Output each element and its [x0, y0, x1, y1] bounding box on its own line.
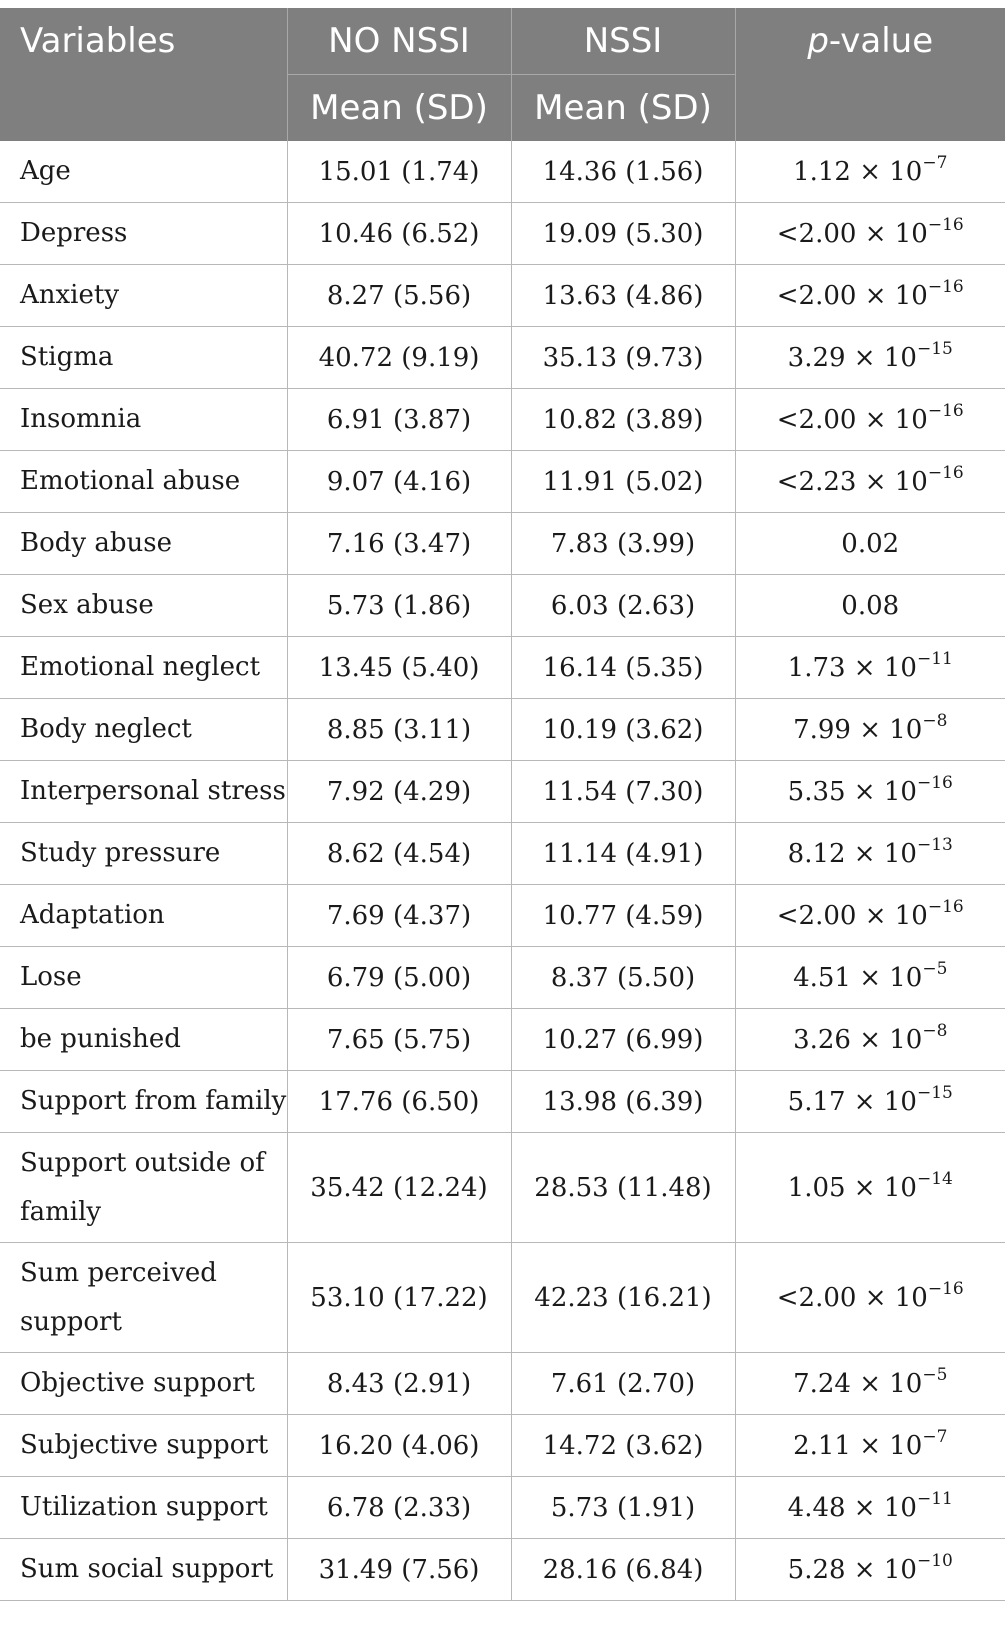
cell-p-value	[735, 1539, 1005, 1601]
cell-no-nssi: 8.27 (5.56)	[287, 265, 511, 327]
p-value-exponent: −11	[916, 1488, 953, 1509]
p-value-text	[787, 338, 953, 373]
cell-no-nssi: 53.10 (17.22)	[287, 1243, 511, 1353]
header-blank-left	[0, 75, 287, 142]
p-value-exponent: −15	[916, 1082, 953, 1103]
table-row	[0, 885, 1005, 947]
cell-nssi: 10.19 (3.62)	[511, 699, 735, 761]
cell-variable: Subjective support	[0, 1415, 287, 1477]
table-row	[0, 823, 1005, 885]
p-value-text	[793, 1364, 948, 1399]
cell-nssi: 11.91 (5.02)	[511, 451, 735, 513]
cell-variable: Anxiety	[0, 265, 287, 327]
cell-nssi: 14.72 (3.62)	[511, 1415, 735, 1477]
p-value-base: <2.00 × 10	[776, 404, 928, 435]
table-row	[0, 699, 1005, 761]
cell-no-nssi: 8.43 (2.91)	[287, 1353, 511, 1415]
cell-no-nssi: 40.72 (9.19)	[287, 327, 511, 389]
p-value-base: <2.00 × 10	[776, 1282, 928, 1313]
cell-no-nssi: 6.78 (2.33)	[287, 1477, 511, 1539]
p-value-text	[776, 400, 964, 435]
table-row	[0, 1353, 1005, 1415]
cell-nssi: 13.63 (4.86)	[511, 265, 735, 327]
table-row	[0, 575, 1005, 637]
cell-nssi: 16.14 (5.35)	[511, 637, 735, 699]
cell-p-value	[735, 513, 1005, 575]
table-row	[0, 203, 1005, 265]
cell-no-nssi: 9.07 (4.16)	[287, 451, 511, 513]
cell-p-value	[735, 265, 1005, 327]
p-value-exponent: −16	[927, 1278, 964, 1299]
cell-p-value	[735, 947, 1005, 1009]
cell-variable: Interpersonal stress	[0, 761, 287, 823]
cell-nssi: 14.36 (1.56)	[511, 141, 735, 203]
cell-nssi: 42.23 (16.21)	[511, 1243, 735, 1353]
p-value-base: 7.24 × 10	[793, 1368, 923, 1399]
p-value-exponent: −7	[922, 152, 948, 173]
table-row	[0, 141, 1005, 203]
cell-no-nssi: 6.91 (3.87)	[287, 389, 511, 451]
p-value-exponent: −8	[922, 1020, 948, 1041]
cell-p-value	[735, 1415, 1005, 1477]
p-value-exponent: −7	[922, 1426, 948, 1447]
cell-p-value	[735, 885, 1005, 947]
cell-p-value	[735, 1071, 1005, 1133]
p-value-text	[787, 1550, 953, 1585]
table-row	[0, 637, 1005, 699]
table-row	[0, 1009, 1005, 1071]
cell-p-value	[735, 575, 1005, 637]
cell-variable: Body abuse	[0, 513, 287, 575]
cell-p-value	[735, 1133, 1005, 1243]
cell-variable: Depress	[0, 203, 287, 265]
cell-variable: Emotional abuse	[0, 451, 287, 513]
p-value-text	[787, 834, 953, 869]
p-value-text	[787, 648, 953, 683]
cell-no-nssi: 5.73 (1.86)	[287, 575, 511, 637]
p-value-text	[841, 529, 899, 559]
p-value-text	[793, 710, 948, 745]
p-value-base: 5.35 × 10	[787, 776, 917, 807]
header-p-letter: p	[807, 21, 829, 62]
cell-p-value	[735, 1477, 1005, 1539]
cell-p-value	[735, 761, 1005, 823]
cell-variable: Sex abuse	[0, 575, 287, 637]
header-mean-sd-no-nssi: Mean (SD)	[287, 75, 511, 142]
header-row-1	[0, 8, 1005, 75]
p-value-exponent: −16	[927, 400, 964, 421]
cell-nssi: 5.73 (1.91)	[511, 1477, 735, 1539]
p-value-text	[776, 462, 964, 497]
cell-no-nssi: 7.69 (4.37)	[287, 885, 511, 947]
p-value-text	[793, 1426, 948, 1461]
p-value-exponent: −16	[927, 896, 964, 917]
cell-variable: Adaptation	[0, 885, 287, 947]
table-row	[0, 1243, 1005, 1353]
p-value-exponent: −15	[916, 338, 953, 359]
table-row	[0, 1477, 1005, 1539]
p-value-text	[787, 772, 953, 807]
p-value-base: 1.73 × 10	[787, 652, 917, 683]
header-mean-sd-nssi: Mean (SD)	[511, 75, 735, 142]
p-value-base: 1.05 × 10	[787, 1172, 917, 1203]
table-row	[0, 327, 1005, 389]
table-row	[0, 1071, 1005, 1133]
cell-no-nssi: 35.42 (12.24)	[287, 1133, 511, 1243]
p-value-text	[776, 214, 964, 249]
p-value-exponent: −14	[916, 1168, 953, 1189]
p-value-exponent: −16	[916, 772, 953, 793]
p-value-exponent: −16	[927, 214, 964, 235]
p-value-base: 2.11 × 10	[793, 1430, 923, 1461]
header-variables: Variables	[0, 8, 287, 75]
cell-nssi: 28.53 (11.48)	[511, 1133, 735, 1243]
p-value-base: 0.02	[841, 528, 900, 559]
cell-variable: Age	[0, 141, 287, 203]
p-value-text	[793, 152, 948, 187]
cell-p-value	[735, 389, 1005, 451]
p-value-exponent: −16	[927, 276, 964, 297]
p-value-exponent: −11	[916, 648, 953, 669]
cell-no-nssi: 16.20 (4.06)	[287, 1415, 511, 1477]
p-value-base: 8.12 × 10	[787, 838, 917, 869]
header-blank-right	[735, 75, 1005, 142]
header-no-nssi: NO NSSI	[287, 8, 511, 75]
p-value-exponent: −10	[916, 1550, 953, 1571]
cell-variable: Utilization support	[0, 1477, 287, 1539]
p-value-exponent: −5	[922, 958, 948, 979]
table-row	[0, 451, 1005, 513]
p-value-base: <2.00 × 10	[776, 900, 928, 931]
cell-nssi: 7.83 (3.99)	[511, 513, 735, 575]
table-row	[0, 947, 1005, 1009]
cell-nssi: 35.13 (9.73)	[511, 327, 735, 389]
p-value-exponent: −16	[927, 462, 964, 483]
table-row	[0, 1539, 1005, 1601]
cell-p-value	[735, 1353, 1005, 1415]
cell-no-nssi: 7.16 (3.47)	[287, 513, 511, 575]
cell-variable: Sum social support	[0, 1539, 287, 1601]
p-value-base: 3.26 × 10	[793, 1024, 923, 1055]
p-value-base: 7.99 × 10	[793, 714, 923, 745]
p-value-exponent: −5	[922, 1364, 948, 1385]
p-value-base: 3.29 × 10	[787, 342, 917, 373]
table-row	[0, 389, 1005, 451]
p-value-exponent: −13	[916, 834, 953, 855]
p-value-base: 5.28 × 10	[787, 1554, 917, 1585]
cell-variable: Lose	[0, 947, 287, 1009]
cell-no-nssi: 17.76 (6.50)	[287, 1071, 511, 1133]
cell-no-nssi: 10.46 (6.52)	[287, 203, 511, 265]
cell-nssi: 13.98 (6.39)	[511, 1071, 735, 1133]
cell-variable: Body neglect	[0, 699, 287, 761]
statistics-table	[0, 8, 1005, 1601]
p-value-text	[787, 1488, 953, 1523]
p-value-text	[841, 591, 899, 621]
p-value-base: 4.51 × 10	[793, 962, 923, 993]
p-value-base: 5.17 × 10	[787, 1086, 917, 1117]
cell-p-value	[735, 637, 1005, 699]
p-value-base: 4.48 × 10	[787, 1492, 917, 1523]
cell-variable: Support from family	[0, 1071, 287, 1133]
header-row-2	[0, 75, 1005, 142]
cell-p-value	[735, 823, 1005, 885]
header-p-suffix: -value	[828, 21, 934, 62]
header-p-value	[735, 8, 1005, 75]
table-body	[0, 141, 1005, 1601]
cell-variable: be punished	[0, 1009, 287, 1071]
cell-nssi: 10.77 (4.59)	[511, 885, 735, 947]
cell-nssi: 19.09 (5.30)	[511, 203, 735, 265]
cell-variable: Insomnia	[0, 389, 287, 451]
cell-nssi: 6.03 (2.63)	[511, 575, 735, 637]
p-value-text	[776, 1278, 964, 1313]
cell-nssi: 7.61 (2.70)	[511, 1353, 735, 1415]
cell-nssi: 11.14 (4.91)	[511, 823, 735, 885]
header-nssi: NSSI	[511, 8, 735, 75]
cell-no-nssi: 8.62 (4.54)	[287, 823, 511, 885]
p-value-text	[776, 896, 964, 931]
cell-no-nssi: 31.49 (7.56)	[287, 1539, 511, 1601]
cell-variable: Support outside of family	[0, 1133, 287, 1243]
table-row	[0, 1415, 1005, 1477]
table-row	[0, 1133, 1005, 1243]
p-value-base: 1.12 × 10	[793, 156, 923, 187]
p-value-base: <2.00 × 10	[776, 280, 928, 311]
p-value-text	[793, 958, 948, 993]
cell-no-nssi: 15.01 (1.74)	[287, 141, 511, 203]
cell-no-nssi: 6.79 (5.00)	[287, 947, 511, 1009]
cell-nssi: 11.54 (7.30)	[511, 761, 735, 823]
cell-p-value	[735, 327, 1005, 389]
cell-no-nssi: 7.92 (4.29)	[287, 761, 511, 823]
cell-p-value	[735, 141, 1005, 203]
table-row	[0, 265, 1005, 327]
p-value-base: <2.23 × 10	[776, 466, 928, 497]
cell-nssi: 28.16 (6.84)	[511, 1539, 735, 1601]
p-value-base: <2.00 × 10	[776, 218, 928, 249]
cell-variable: Objective support	[0, 1353, 287, 1415]
p-value-exponent: −8	[922, 710, 948, 731]
cell-nssi: 8.37 (5.50)	[511, 947, 735, 1009]
p-value-text	[787, 1168, 953, 1203]
p-value-text	[787, 1082, 953, 1117]
cell-p-value	[735, 1243, 1005, 1353]
table-row	[0, 761, 1005, 823]
p-value-text	[793, 1020, 948, 1055]
cell-no-nssi: 7.65 (5.75)	[287, 1009, 511, 1071]
table-row	[0, 513, 1005, 575]
cell-p-value	[735, 699, 1005, 761]
p-value-text	[776, 276, 964, 311]
cell-variable: Stigma	[0, 327, 287, 389]
p-value-base: 0.08	[841, 590, 900, 621]
cell-variable: Sum perceived support	[0, 1243, 287, 1353]
cell-variable: Emotional neglect	[0, 637, 287, 699]
cell-no-nssi: 13.45 (5.40)	[287, 637, 511, 699]
cell-p-value	[735, 203, 1005, 265]
cell-nssi: 10.82 (3.89)	[511, 389, 735, 451]
cell-p-value	[735, 451, 1005, 513]
cell-no-nssi: 8.85 (3.11)	[287, 699, 511, 761]
cell-nssi: 10.27 (6.99)	[511, 1009, 735, 1071]
cell-variable: Study pressure	[0, 823, 287, 885]
cell-p-value	[735, 1009, 1005, 1071]
